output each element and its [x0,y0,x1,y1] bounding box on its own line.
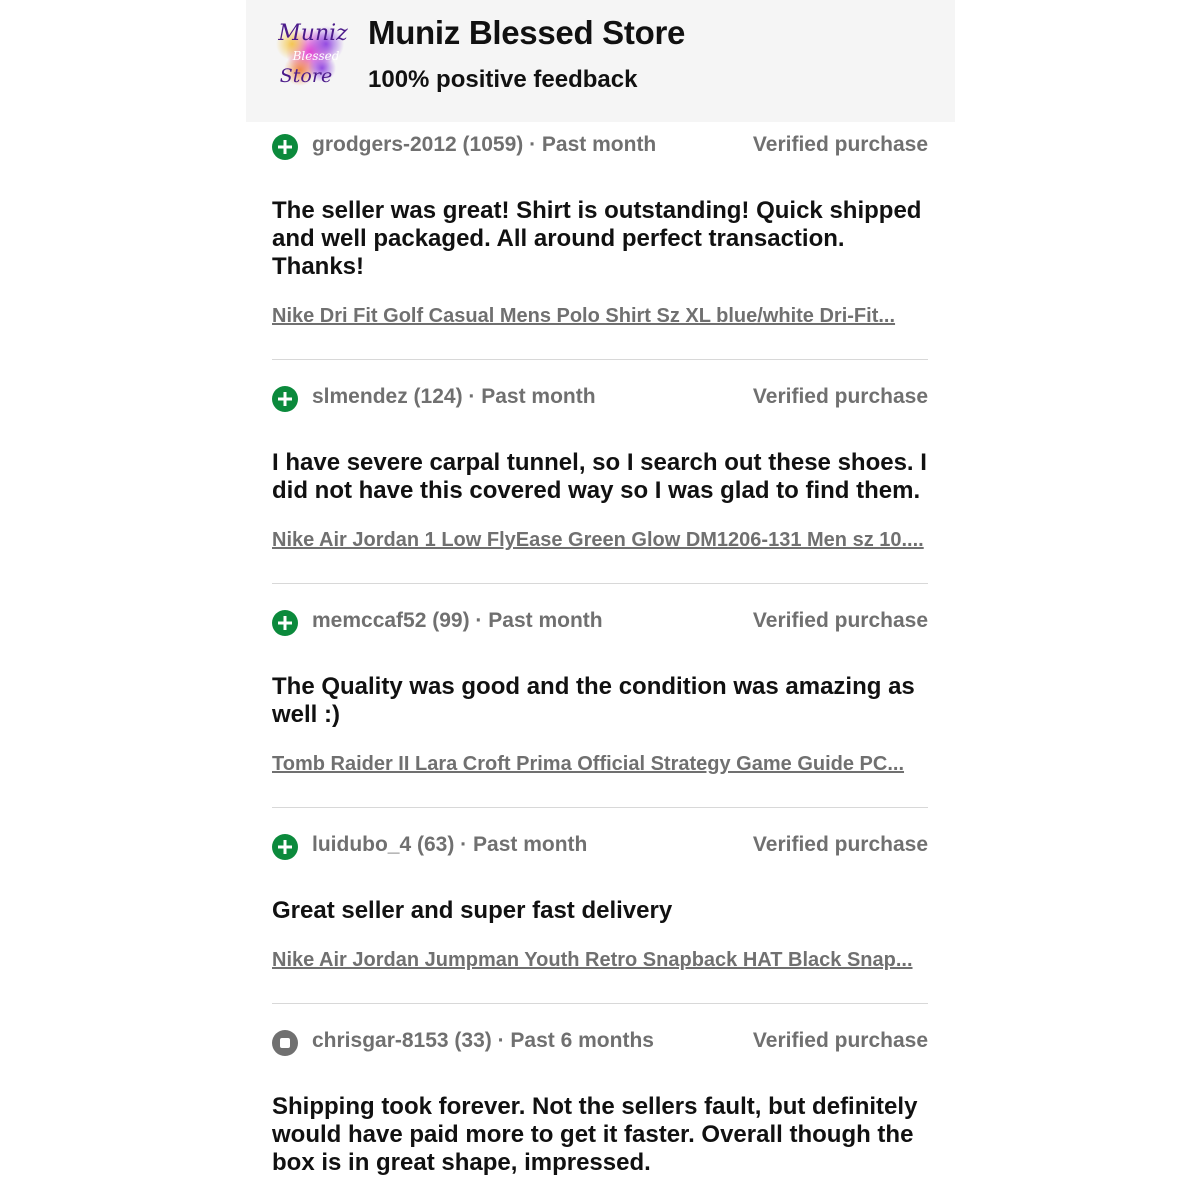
store-name[interactable]: Muniz Blessed Store [368,14,686,51]
logo-text-muniz: Muniz [278,21,348,46]
item-link[interactable]: Tomb Raider II Lara Croft Prima Official Strategy Game Guide PC... [272,753,905,775]
logo-text-store: Store [279,65,333,87]
review-item [272,1027,928,1177]
reviewer-name[interactable]: chrisgar-8153 (33) · Past 6 months [312,1029,654,1052]
review-text: I have severe carpal tunnel, so I search out these shoes. I did not have this covered way so I was glad to find them. [272,449,927,504]
review-item [272,831,928,972]
store-feedback-score: 100% positive feedback [368,66,638,93]
plus-circle-icon [272,134,298,160]
review-item [272,607,928,776]
review-item [272,131,928,328]
reviewer-name[interactable]: luidubo_4 (63) · Past month [312,833,588,856]
review-meta [272,131,928,161]
verified-purchase-label: Verified purchase [752,833,928,856]
review-text: The Quality was good and the condition was amazing as well :) [272,673,915,728]
verified-purchase-label: Verified purchase [752,133,928,156]
divider [272,1003,928,1004]
divider [272,359,928,360]
verified-purchase-label: Verified purchase [752,385,928,408]
store-logo[interactable] [270,14,356,94]
feedback-panel [246,0,955,1200]
neutral-circle-icon [272,1030,298,1056]
review-meta [272,1027,928,1057]
logo-text-blessed: Blessed [292,49,340,63]
item-link[interactable]: Nike Air Jordan Jumpman Youth Retro Snapback HAT Black Snap... [272,949,913,971]
review-text: The seller was great! Shirt is outstanding! Quick shipped and well packaged. All around perfect transaction. Thanks! [272,197,922,280]
reviewer-name[interactable]: slmendez (124) · Past month [312,385,596,408]
plus-circle-icon [272,834,298,860]
review-text: Shipping took forever. Not the sellers fault, but definitely would have paid more to get it faster. Overall though the box is in great shape, impressed. [272,1093,918,1176]
review-meta [272,831,928,861]
item-link[interactable]: Nike Air Jordan 1 Low FlyEase Green Glow DM1206-131 Men sz 10.... [272,529,924,551]
divider [272,807,928,808]
review-meta [272,383,928,413]
divider [272,583,928,584]
item-link[interactable]: Nike Dri Fit Golf Casual Mens Polo Shirt Sz XL blue/white Dri-Fit... [272,305,896,327]
verified-purchase-label: Verified purchase [752,1029,928,1052]
review-item [272,383,928,552]
review-text: Great seller and super fast delivery [272,897,673,924]
reviewer-name[interactable]: memccaf52 (99) · Past month [312,609,603,632]
verified-purchase-label: Verified purchase [752,609,928,632]
store-header [246,0,955,122]
reviewer-name[interactable]: grodgers-2012 (1059) · Past month [312,133,657,156]
plus-circle-icon [272,610,298,636]
plus-circle-icon [272,386,298,412]
review-meta [272,607,928,637]
